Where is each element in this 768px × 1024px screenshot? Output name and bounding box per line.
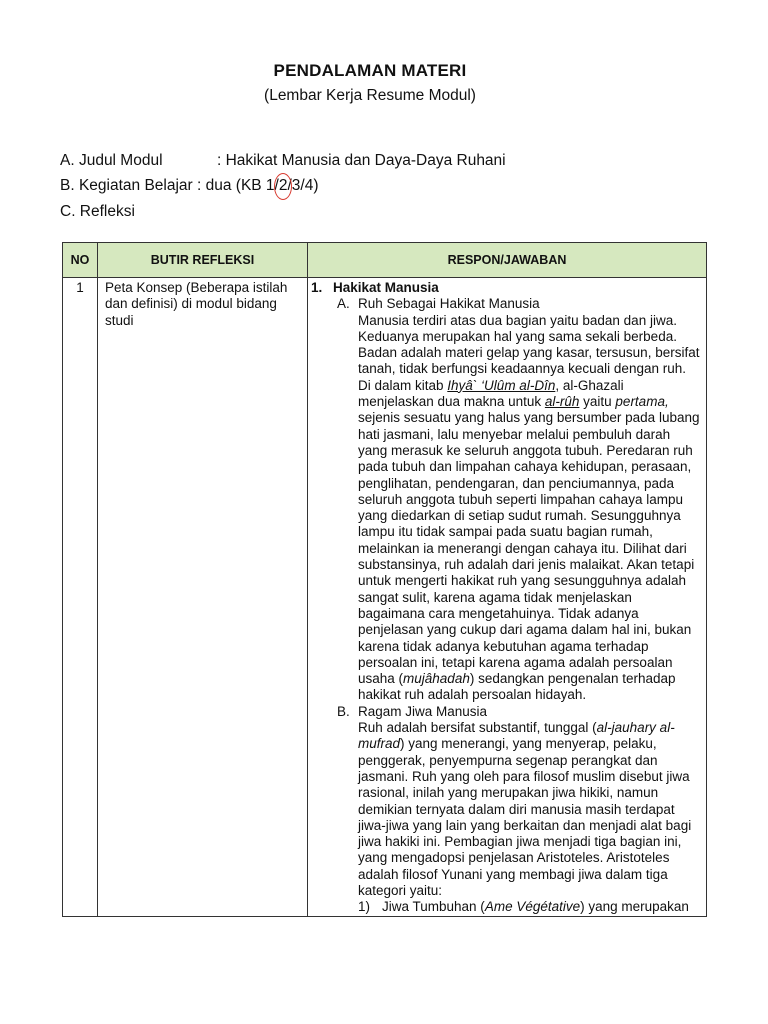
kegiatan-belajar-prefix: : dua (KB 1/ xyxy=(192,177,279,194)
section-heading xyxy=(311,280,700,296)
butir-refleksi-text: Peta Konsep (Beberapa istilah dan definisi) di modul bidang studi xyxy=(98,278,308,917)
subsection-a-title: Ruh Sebagai Hakikat Manusia xyxy=(358,296,540,312)
text-run: ) yang menerangi, yang menyerap, pelaku, penggerak, penyempurna segenap perangkat dan jasmani. Ruh yang oleh para filosof muslim disebut jiwa rasional, inilah yang merupakan jiwa hikiki, namun demikian ternyata dalam diri manusia masih terdapat jiwa-jiwa yang lain yang berkaitan dan menjadi alat bagi jiwa hakiki ini. Pembagian jiwa menjadi tiga bagian ini, yang mengadopsi penjelasan Aristoteles. Aristoteles adalah filosof Yunani yang membagi jiwa dalam tiga kategori yaitu: xyxy=(358,736,692,898)
section-title: Hakikat Manusia xyxy=(333,280,439,295)
respon-jawaban-cell xyxy=(308,278,707,917)
judul-modul-value: : Hakikat Manusia dan Daya-Daya Ruhani xyxy=(217,152,506,169)
text-run: , al-Ghazali menjelaskan dua makna untuk xyxy=(358,377,624,410)
kegiatan-belajar-suffix: /3/4) xyxy=(287,177,319,194)
judul-modul-label: A. Judul Modul xyxy=(60,152,163,169)
term-al-ruh: al-rûh xyxy=(544,394,580,410)
page-title: PENDALAMAN MATERI xyxy=(273,61,467,80)
term-ame-vegetative: Ame Végétative xyxy=(484,899,581,915)
page-subtitle: (Lembar Kerja Resume Modul) xyxy=(264,87,476,104)
term-ihya: Ihyâ` ‘Ulûm al-Dîn xyxy=(447,377,556,393)
term-mujahadah: mujâhadah xyxy=(403,671,470,687)
subsection-a-paragraph xyxy=(337,313,700,704)
text-run: Ruh adalah bersifat substantif, tunggal ( xyxy=(358,720,597,736)
text-run: Jiwa Tumbuhan ( xyxy=(382,899,485,915)
judul-modul-line xyxy=(60,152,506,170)
text-run: sejenis sesuatu yang halus yang bersumber pada lubang hati jasmani, lalu menyebar melalui pembuluh darah yang merasuk ke seluruh anggota tubuh. Peredaran ruh pada tubuh dan limpahan cahaya kehidupan, perasaan, penglihatan, pendengaran, dan penciumannya, pada seluruh anggota tubuh seperti limpahan cahaya lampu yang diedarkan di setiap sudut rumah. Sesungguhnya lampu itu tidak sampai pada suatu bagian rumah, melainkan ia menerangi dengan cahaya itu. Dilihat dari substansinya, ruh adalah dari jenis malaikat. Akan tetapi untuk mengerti hakikat ruh yang sesungguhnya adalah sangat sulit, karena agama tidak menjelaskan bagaimana cara mengetahuinya. Tidak adanya penjelasan yang cukup dari agama dalam hal ini, bukan karena tidak adanya kebutuhan agama terhadap persoalan ini, tetapi karena agama adalah persoalan usaha ( xyxy=(358,410,700,687)
text-run: ) yang merupakan xyxy=(580,899,689,915)
row-number: 1 xyxy=(63,278,98,917)
subsection-b-paragraph xyxy=(337,720,700,899)
table-row xyxy=(63,278,707,917)
header-no: NO xyxy=(63,243,98,278)
kegiatan-belajar-label: B. Kegiatan Belajar xyxy=(60,177,193,194)
subsection-b-label: B. xyxy=(337,703,350,719)
subsection-b-heading xyxy=(337,704,700,720)
refleksi-table xyxy=(62,242,707,917)
subsection-b xyxy=(311,704,700,916)
term-jauhary: al-jauhary al-mufrad xyxy=(358,720,675,752)
text-run: Manusia terdiri atas dua bagian yaitu badan dan jiwa. Keduanya merupakan hal yang sama sekali berbeda. Badan adalah materi gelap yang kasar, tersusun, bersifat tanah, tidak berfungsi keadaannya kecuali dengan ruh. Di dalam kitab xyxy=(358,312,700,393)
subsection-a-heading xyxy=(337,296,700,312)
text-run: yaitu xyxy=(579,394,616,410)
header-butir-refleksi: BUTIR REFLEKSI xyxy=(98,243,308,278)
text-run: ) sedangkan pengenalan terhadap hakikat ruh adalah persoalan hidayah. xyxy=(358,671,676,703)
section-number: 1. xyxy=(311,280,323,295)
term-pertama: pertama, xyxy=(615,394,669,410)
list-item-label: 1) xyxy=(358,899,371,915)
subsection-a xyxy=(311,296,700,703)
list-item xyxy=(337,899,700,915)
refleksi-label: C. Refleksi xyxy=(60,203,135,220)
subsection-b-title: Ragam Jiwa Manusia xyxy=(358,703,488,719)
header-respon-jawaban: RESPON/JAWABAN xyxy=(308,243,707,278)
subsection-a-label: A. xyxy=(337,296,350,312)
table-header-row xyxy=(63,243,707,278)
circled-kb-number: 2 xyxy=(278,177,288,194)
kegiatan-belajar-line xyxy=(60,177,319,195)
